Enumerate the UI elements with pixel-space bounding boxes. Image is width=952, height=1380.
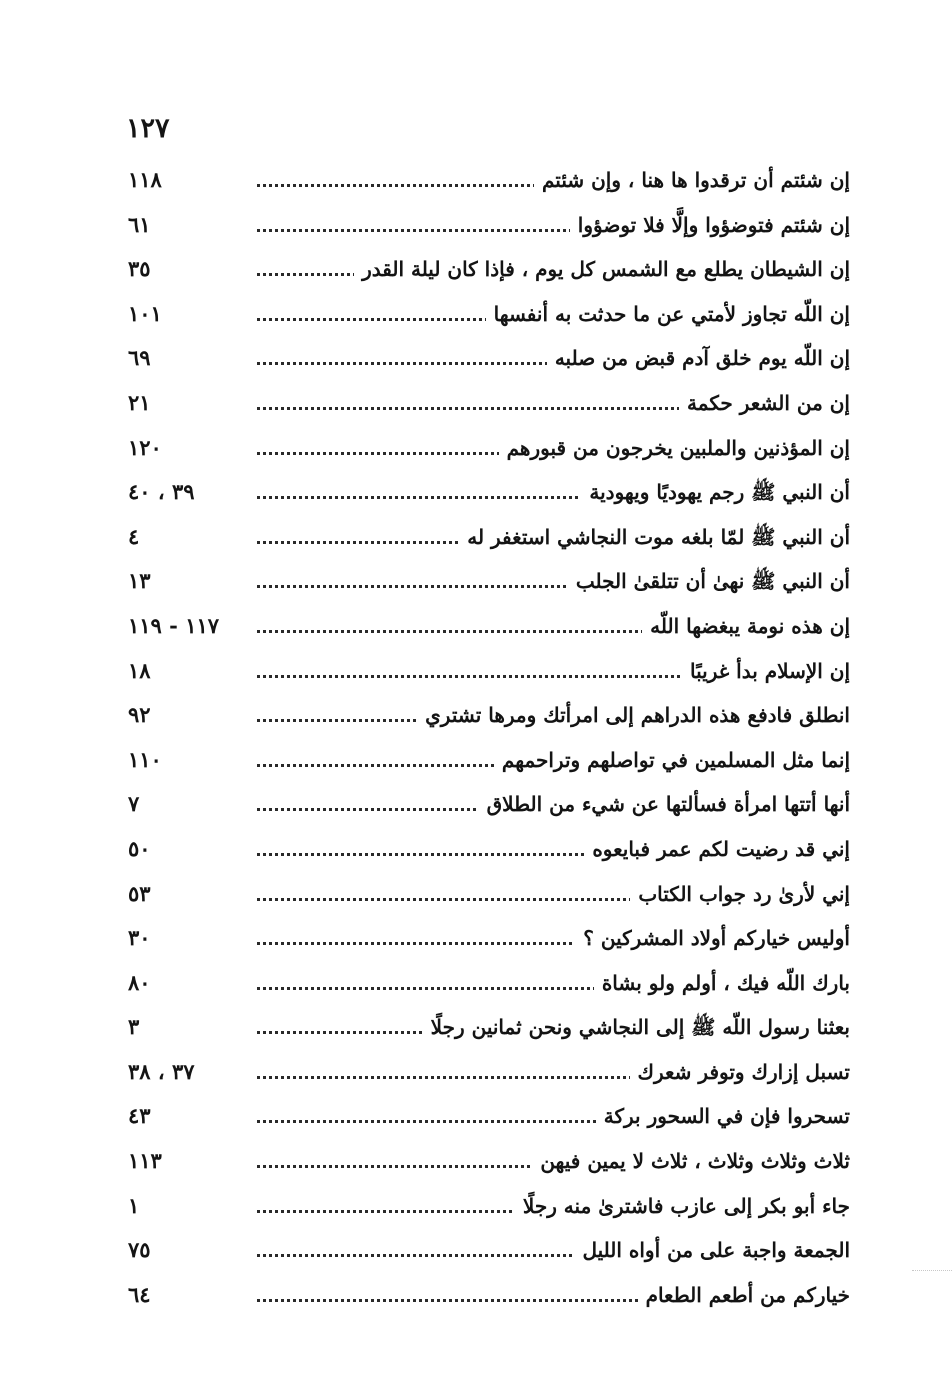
entry-page-numbers: ٣ — [128, 1013, 256, 1041]
entry-page-numbers: ٣٥ — [128, 255, 256, 283]
index-entry — [128, 249, 850, 294]
entry-title: بعثنا رسول اللّه ﷺ إلى النجاشي ونحن ثمانين رجلًا — [423, 1013, 850, 1041]
entry-page-numbers: ٨٠ — [128, 969, 256, 997]
entry-page-numbers: ١٠١ — [128, 300, 256, 328]
entry-page-numbers: ٣٠ — [128, 924, 256, 952]
index-entry — [128, 1186, 850, 1231]
entry-title: إن الإسلام بدأ غريبًا — [682, 657, 850, 685]
entry-page-numbers: ١ — [128, 1192, 256, 1220]
index-entry — [128, 205, 850, 250]
index-entry — [128, 561, 850, 606]
index-entry — [128, 1141, 850, 1186]
index-entry — [128, 963, 850, 1008]
entry-title: إن المؤذنين والملبين يخرجون من قبورهم — [499, 434, 850, 462]
index-entry — [128, 651, 850, 696]
entry-title: إن من الشعر حكمة — [679, 389, 850, 417]
entry-title: إن اللّه يوم خلق آدم قبض من صلبه — [547, 344, 850, 372]
entry-title: إن هذه نومة يبغضها اللّه — [642, 612, 850, 640]
entry-page-numbers: ١٢٠ — [128, 434, 256, 462]
index-entry — [128, 1096, 850, 1141]
index-entry — [128, 829, 850, 874]
entry-title: أن النبي ﷺ رجم يهوديًا ويهودية — [581, 478, 850, 506]
entry-page-numbers: ٢١ — [128, 389, 256, 417]
index-entry — [128, 606, 850, 651]
entry-page-numbers: ٥٠ — [128, 835, 256, 863]
entry-title: تسبل إزارك وتوفر شعرك — [630, 1058, 850, 1086]
entry-title: تسحروا فإن في السحور بركة — [596, 1102, 850, 1130]
index-entry — [128, 1007, 850, 1052]
entry-page-numbers: ٦٤ — [128, 1281, 256, 1309]
entry-title: جاء أبو بكر إلى عازب فاشترىٰ منه رجلًا — [515, 1192, 850, 1220]
entry-title: أنها أتتها امرأة فسألتها عن شيء من الطلاق — [479, 790, 850, 818]
entry-page-numbers: ٩٢ — [128, 701, 256, 729]
index-entry — [128, 1052, 850, 1097]
scan-edge-mark — [912, 1270, 952, 1271]
entry-page-numbers: ٧ — [128, 790, 256, 818]
entry-title: انطلق فادفع هذه الدراهم إلى امرأتك ومرها تشتري — [417, 701, 850, 729]
entry-page-numbers: ٥٣ — [128, 880, 256, 908]
index-entry — [128, 338, 850, 383]
index-entry — [128, 160, 850, 205]
index-entry — [128, 1275, 850, 1320]
index-entry — [128, 874, 850, 919]
entry-page-numbers: ١٣ — [128, 567, 256, 595]
index-entry — [128, 695, 850, 740]
entry-title: أوليس خياركم أولاد المشركين ؟ — [575, 924, 850, 952]
entry-page-numbers: ١٨ — [128, 657, 256, 685]
index-entry — [128, 294, 850, 339]
index-entry — [128, 740, 850, 785]
entry-page-numbers: ١١٨ — [128, 166, 256, 194]
hadith-index-list — [128, 160, 850, 1319]
entry-title: ثلاث وثلاث وثلاث ، ثلاث لا يمين فيهن — [532, 1147, 850, 1175]
index-entry — [128, 383, 850, 428]
index-entry — [128, 784, 850, 829]
entry-page-numbers: ٤٣ — [128, 1102, 256, 1130]
entry-page-numbers: ٦٩ — [128, 344, 256, 372]
entry-page-numbers: ٤ — [128, 523, 256, 551]
entry-title: إني لأرىٰ رد جواب الكتاب — [630, 880, 850, 908]
entry-title: إنما مثل المسلمين في تواصلهم وتراحمهم — [494, 746, 850, 774]
entry-page-numbers: ٧٥ — [128, 1236, 256, 1264]
entry-title: أن النبي ﷺ نهىٰ أن تتلقىٰ الجلب — [568, 567, 850, 595]
entry-page-numbers: ٣٩ ، ٤٠ — [128, 478, 256, 506]
entry-title: إن اللّه تجاوز لأمتي عن ما حدثت به أنفسها — [486, 300, 850, 328]
entry-title: أن النبي ﷺ لمّا بلغه موت النجاشي استغفر له — [459, 523, 850, 551]
entry-title: إن الشيطان يطلع مع الشمس كل يوم ، فإذا كان ليلة القدر — [354, 255, 850, 283]
entry-title: بارك اللّه فيك ، أولم ولو بشاة — [594, 969, 850, 997]
index-entry — [128, 918, 850, 963]
entry-page-numbers: ١١٣ — [128, 1147, 256, 1175]
index-entry — [128, 1230, 850, 1275]
page-number: ١٢٧ — [126, 113, 170, 144]
entry-page-numbers: ٣٧ ، ٣٨ — [128, 1058, 256, 1086]
entry-title: الجمعة واجبة على من أواه الليل — [574, 1236, 850, 1264]
index-entry — [128, 517, 850, 562]
index-entry — [128, 428, 850, 473]
index-entry — [128, 472, 850, 517]
entry-page-numbers: ٦١ — [128, 211, 256, 239]
entry-title: إن شئتم أن ترقدوا ها هنا ، وإن شئتم — [534, 166, 850, 194]
entry-title: إني قد رضيت لكم عمر فبايعوه — [584, 835, 850, 863]
entry-title: خياركم من أطعم الطعام — [638, 1281, 850, 1309]
entry-title: إن شئتم فتوضؤوا وإلَّا فلا توضؤوا — [570, 211, 850, 239]
entry-page-numbers: ١١٠ — [128, 746, 256, 774]
entry-page-numbers: ١١٧ - ١١٩ — [128, 612, 256, 640]
